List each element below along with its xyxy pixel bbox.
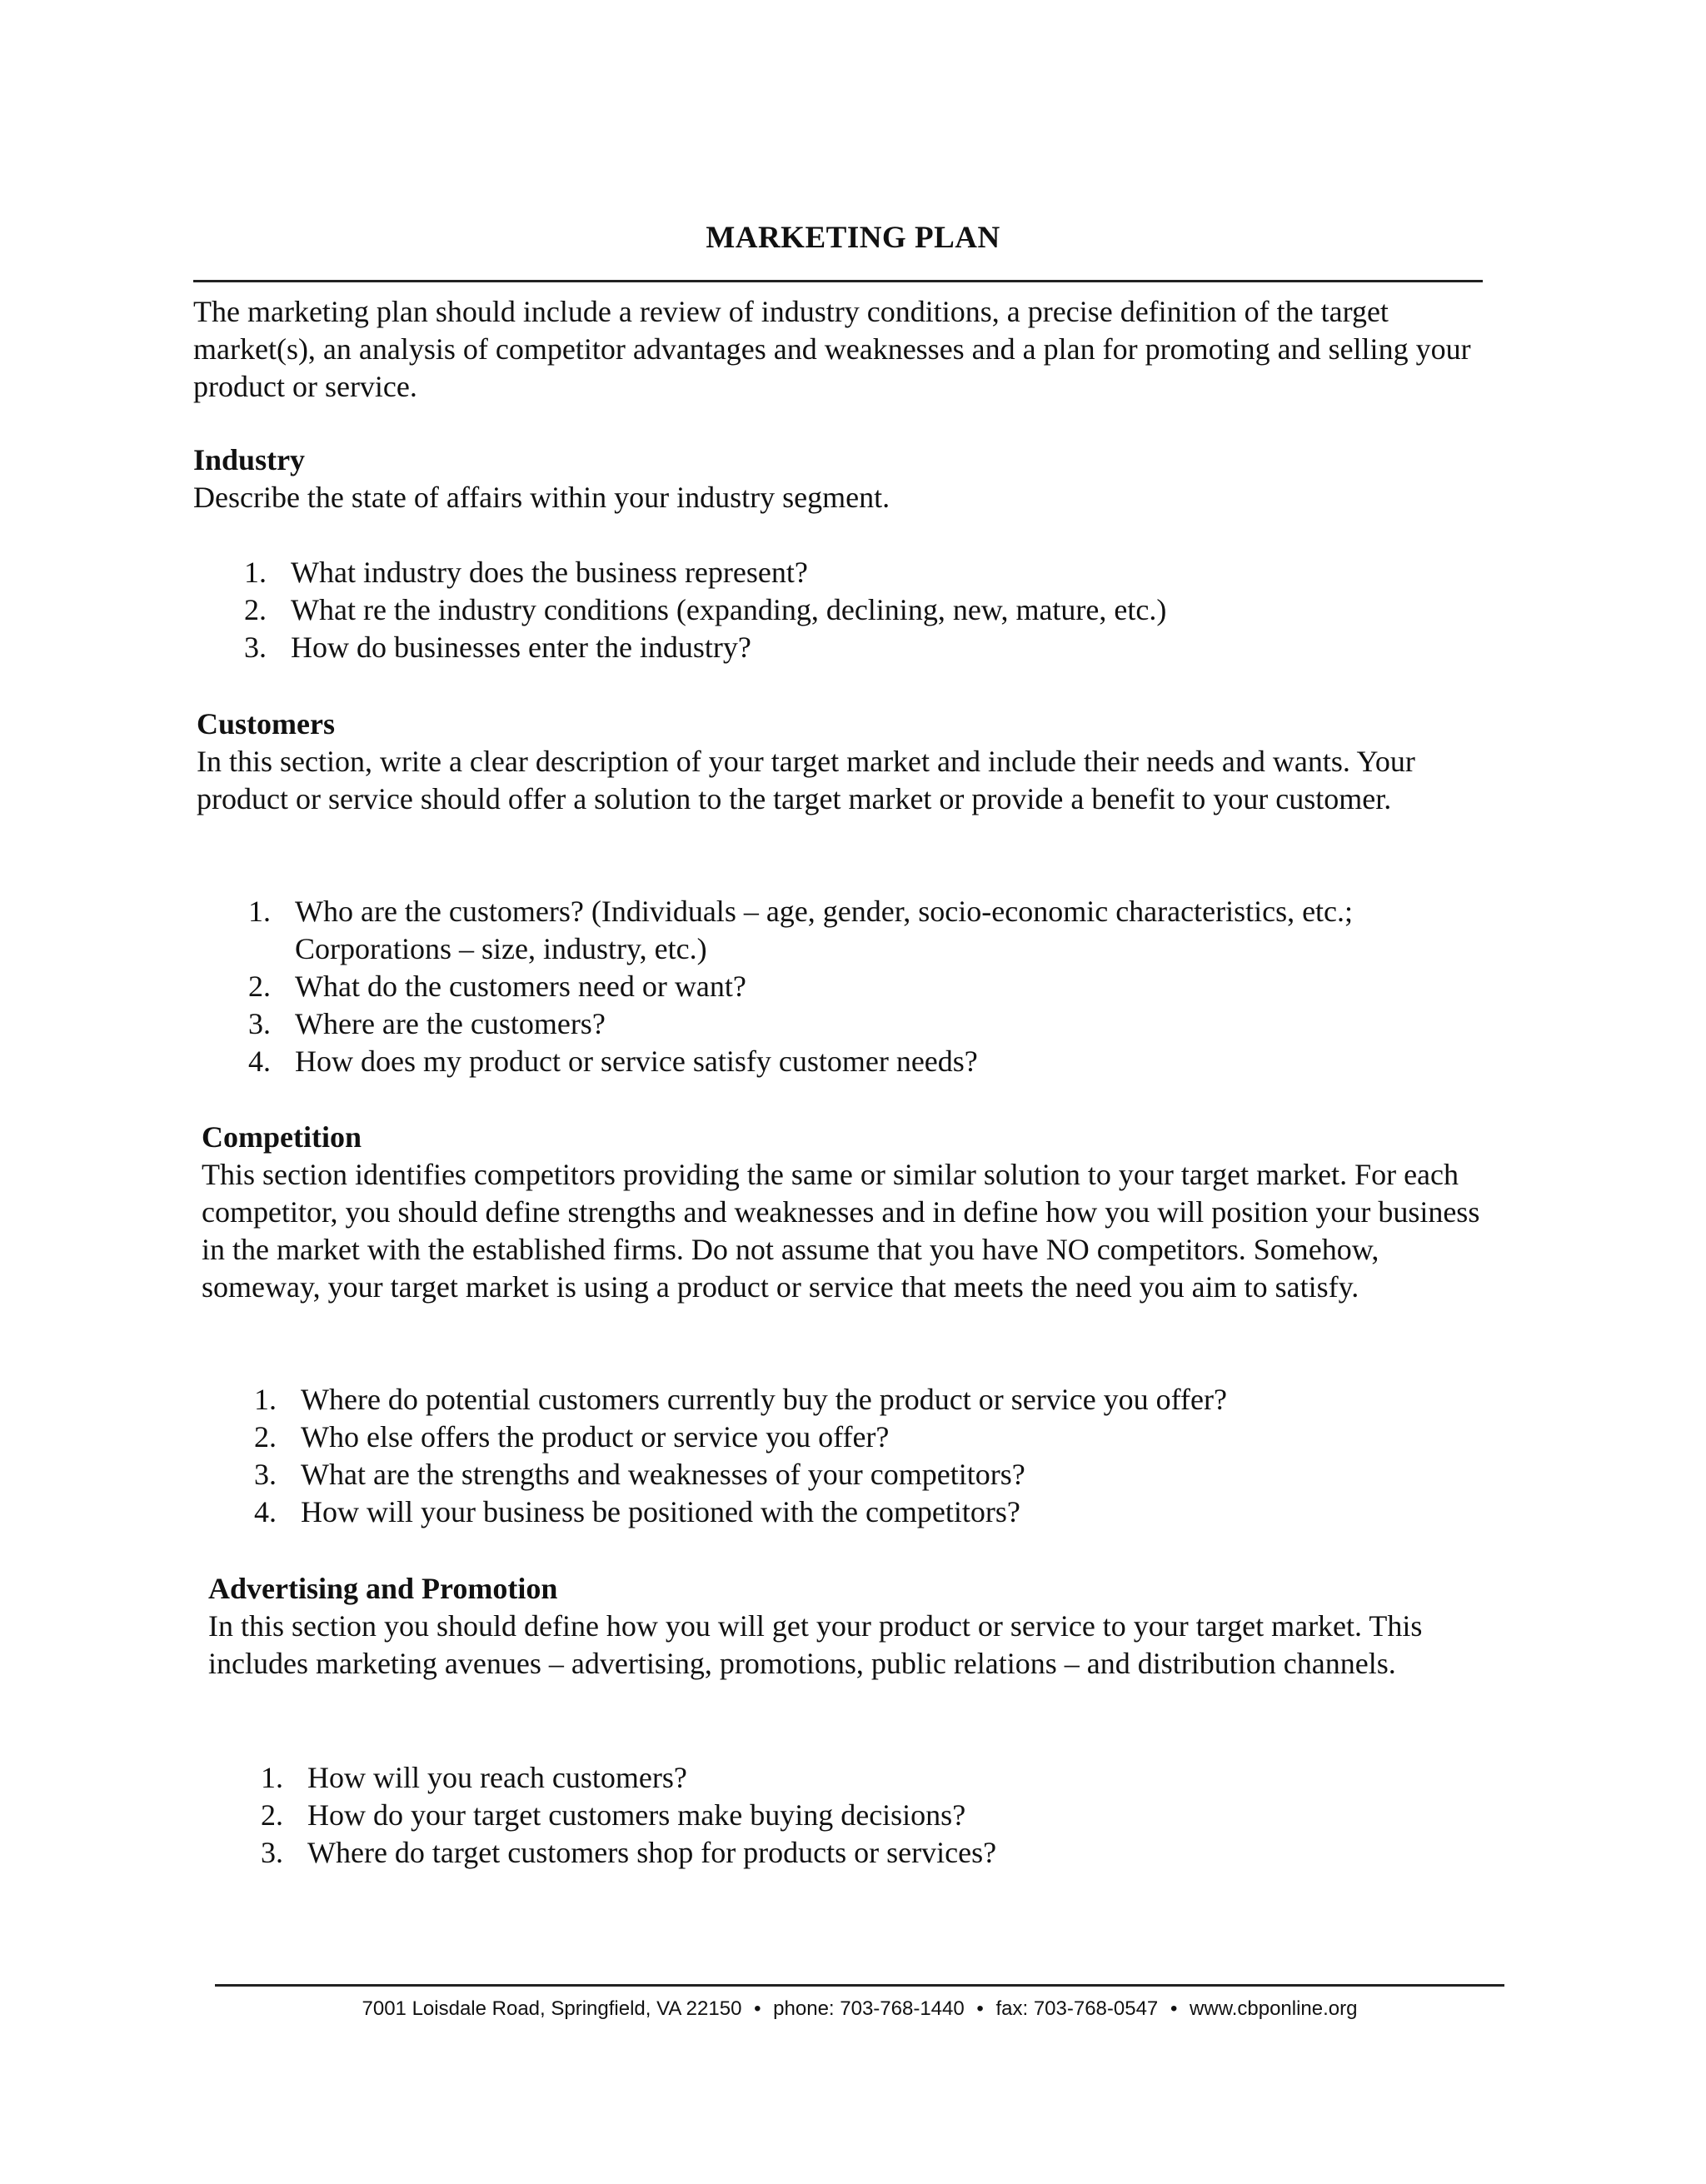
- list-item: 2. How do your target customers make buying decisions?: [261, 1798, 966, 1832]
- list-item: 3. Where do target customers shop for products or services?: [261, 1836, 997, 1869]
- question-list-industry: [244, 554, 1494, 666]
- page-title: MARKETING PLAN: [706, 221, 1000, 255]
- list-item: 1. What industry does the business represent?: [244, 556, 808, 589]
- footer-phone: phone: 703-768-1440: [773, 1997, 965, 2020]
- question-list-customers: [248, 893, 1481, 1080]
- footer-address: 7001 Loisdale Road, Springfield, VA 22150: [362, 1997, 742, 2020]
- list-item: 4. How will your business be positioned with the competitors?: [254, 1495, 1020, 1528]
- title-divider: [193, 280, 1483, 282]
- list-item: 3. What are the strengths and weaknesses of your competitors?: [254, 1458, 1025, 1491]
- list-item: 2. What re the industry conditions (expanding, declining, new, mature, etc.): [244, 593, 1167, 626]
- bullet-icon: •: [976, 1997, 984, 2020]
- list-item: 1. Who are the customers? (Individuals – age, gender, socio-economic characteristics, etc.; Corporations – size, industry, etc.): [248, 895, 1354, 965]
- list-item: 4. How does my product or service satisfy customer needs?: [248, 1045, 978, 1078]
- list-item: 3. Where are the customers?: [248, 1007, 606, 1040]
- footer-fax: fax: 703-768-0547: [995, 1997, 1159, 2020]
- list-item: 1. How will you reach customers?: [261, 1761, 687, 1794]
- footer-website: www.cbponline.org: [1190, 1997, 1358, 2020]
- section-description-industry: Describe the state of affairs within your industry segment.: [193, 481, 890, 514]
- section-description-customers: In this section, write a clear description of your target market and include their needs and wants. Your product or service should offer a solution to the target market or provide a benefit to your customer.: [197, 745, 1415, 815]
- list-item: 3. How do businesses enter the industry?: [244, 631, 751, 664]
- section-heading-industry: Industry: [193, 443, 306, 476]
- list-item: 2. What do the customers need or want?: [248, 970, 746, 1003]
- section-description-competition: This section identifies competitors providing the same or similar solution to your target market. For each competitor, you should define strengths and weaknesses and in define how you will position your business in the market with the established firms. Do not assume that you have NO competitors. Somehow, someway, your target market is using a product or service that meets the need you aim to satisfy.: [202, 1158, 1480, 1304]
- list-item: 1. Where do potential customers currently buy the product or service you offer?: [254, 1383, 1227, 1416]
- question-list-competition: [254, 1381, 1487, 1531]
- bullet-icon: •: [1170, 1997, 1178, 2020]
- section-heading-customers: Customers: [197, 707, 335, 740]
- section-description-advertising: In this section you should define how you will get your product or service to your target market. This includes marketing avenues – advertising, promotions, public relations – and distribution channels.: [208, 1609, 1423, 1680]
- bullet-icon: •: [754, 1997, 761, 2020]
- list-item: 2. Who else offers the product or service you offer?: [254, 1420, 890, 1454]
- footer: [215, 1996, 1504, 2022]
- section-heading-competition: Competition: [202, 1120, 362, 1154]
- question-list-advertising: [261, 1759, 1494, 1872]
- intro-paragraph: The marketing plan should include a review of industry conditions, a precise definition of the target market(s), an analysis of competitor advantages and weaknesses and a plan for promoting and selling your product or service.: [193, 295, 1471, 403]
- footer-divider: [215, 1984, 1504, 1987]
- section-heading-advertising: Advertising and Promotion: [208, 1572, 558, 1605]
